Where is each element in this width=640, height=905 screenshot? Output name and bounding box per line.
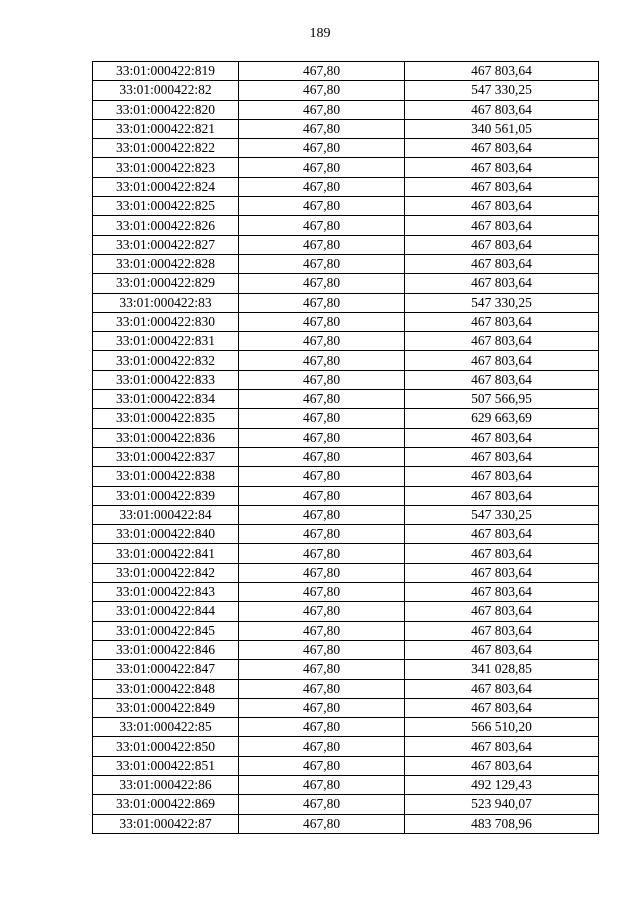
table-row	[93, 332, 599, 351]
area-cell: 467,80	[239, 139, 405, 158]
value-cell: 467 803,64	[405, 254, 599, 273]
area-cell: 467,80	[239, 505, 405, 524]
cadastral-number-cell: 33:01:000422:821	[93, 119, 239, 138]
area-cell: 467,80	[239, 737, 405, 756]
value-cell: 467 803,64	[405, 332, 599, 351]
value-cell: 340 561,05	[405, 119, 599, 138]
table-row	[93, 428, 599, 447]
cadastral-number-cell: 33:01:000422:830	[93, 312, 239, 331]
cadastral-number-cell: 33:01:000422:828	[93, 254, 239, 273]
cadastral-number-cell: 33:01:000422:85	[93, 718, 239, 737]
cadastral-number-cell: 33:01:000422:820	[93, 100, 239, 119]
cadastral-number-cell: 33:01:000422:837	[93, 447, 239, 466]
table-row	[93, 505, 599, 524]
table-row	[93, 390, 599, 409]
table-row	[93, 351, 599, 370]
value-cell: 467 803,64	[405, 235, 599, 254]
value-cell: 547 330,25	[405, 293, 599, 312]
value-cell: 467 803,64	[405, 62, 599, 81]
value-cell: 467 803,64	[405, 177, 599, 196]
value-cell: 483 708,96	[405, 814, 599, 833]
table-row	[93, 447, 599, 466]
table-row	[93, 216, 599, 235]
table-row	[93, 177, 599, 196]
cadastral-number-cell: 33:01:000422:86	[93, 775, 239, 794]
table-row	[93, 293, 599, 312]
cadastral-number-cell: 33:01:000422:829	[93, 274, 239, 293]
cadastral-number-cell: 33:01:000422:823	[93, 158, 239, 177]
area-cell: 467,80	[239, 197, 405, 216]
area-cell: 467,80	[239, 679, 405, 698]
area-cell: 467,80	[239, 718, 405, 737]
value-cell: 467 803,64	[405, 756, 599, 775]
area-cell: 467,80	[239, 351, 405, 370]
cadastral-table	[92, 61, 599, 834]
table-row	[93, 81, 599, 100]
area-cell: 467,80	[239, 312, 405, 331]
cadastral-number-cell: 33:01:000422:844	[93, 602, 239, 621]
area-cell: 467,80	[239, 62, 405, 81]
cadastral-number-cell: 33:01:000422:869	[93, 795, 239, 814]
table-row	[93, 467, 599, 486]
area-cell: 467,80	[239, 216, 405, 235]
area-cell: 467,80	[239, 583, 405, 602]
value-cell: 467 803,64	[405, 544, 599, 563]
value-cell: 467 803,64	[405, 216, 599, 235]
table-row	[93, 254, 599, 273]
cadastral-number-cell: 33:01:000422:850	[93, 737, 239, 756]
area-cell: 467,80	[239, 621, 405, 640]
cadastral-number-cell: 33:01:000422:848	[93, 679, 239, 698]
value-cell: 467 803,64	[405, 312, 599, 331]
area-cell: 467,80	[239, 81, 405, 100]
area-cell: 467,80	[239, 447, 405, 466]
area-cell: 467,80	[239, 525, 405, 544]
table-row	[93, 62, 599, 81]
area-cell: 467,80	[239, 390, 405, 409]
value-cell: 467 803,64	[405, 139, 599, 158]
value-cell: 467 803,64	[405, 563, 599, 582]
value-cell: 492 129,43	[405, 775, 599, 794]
cadastral-number-cell: 33:01:000422:824	[93, 177, 239, 196]
value-cell: 467 803,64	[405, 583, 599, 602]
table-body	[93, 62, 599, 834]
area-cell: 467,80	[239, 698, 405, 717]
table-row	[93, 737, 599, 756]
cadastral-number-cell: 33:01:000422:827	[93, 235, 239, 254]
cadastral-number-cell: 33:01:000422:832	[93, 351, 239, 370]
value-cell: 467 803,64	[405, 679, 599, 698]
area-cell: 467,80	[239, 100, 405, 119]
value-cell: 523 940,07	[405, 795, 599, 814]
value-cell: 467 803,64	[405, 351, 599, 370]
table-row	[93, 640, 599, 659]
table-row	[93, 370, 599, 389]
cadastral-number-cell: 33:01:000422:819	[93, 62, 239, 81]
value-cell: 467 803,64	[405, 428, 599, 447]
cadastral-number-cell: 33:01:000422:841	[93, 544, 239, 563]
cadastral-number-cell: 33:01:000422:849	[93, 698, 239, 717]
value-cell: 467 803,64	[405, 100, 599, 119]
area-cell: 467,80	[239, 563, 405, 582]
table-row	[93, 795, 599, 814]
table-row	[93, 544, 599, 563]
area-cell: 467,80	[239, 235, 405, 254]
value-cell: 467 803,64	[405, 486, 599, 505]
table-row	[93, 621, 599, 640]
table-row	[93, 525, 599, 544]
area-cell: 467,80	[239, 177, 405, 196]
area-cell: 467,80	[239, 274, 405, 293]
area-cell: 467,80	[239, 254, 405, 273]
cadastral-number-cell: 33:01:000422:834	[93, 390, 239, 409]
value-cell: 467 803,64	[405, 197, 599, 216]
value-cell: 629 663,69	[405, 409, 599, 428]
cadastral-number-cell: 33:01:000422:831	[93, 332, 239, 351]
cadastral-number-cell: 33:01:000422:839	[93, 486, 239, 505]
cadastral-number-cell: 33:01:000422:84	[93, 505, 239, 524]
table-row	[93, 718, 599, 737]
table-row	[93, 274, 599, 293]
area-cell: 467,80	[239, 795, 405, 814]
table-row	[93, 312, 599, 331]
value-cell: 467 803,64	[405, 274, 599, 293]
cadastral-number-cell: 33:01:000422:82	[93, 81, 239, 100]
page-number: 189	[309, 26, 331, 41]
cadastral-number-cell: 33:01:000422:83	[93, 293, 239, 312]
value-cell: 507 566,95	[405, 390, 599, 409]
value-cell: 467 803,64	[405, 737, 599, 756]
area-cell: 467,80	[239, 158, 405, 177]
table-row	[93, 197, 599, 216]
cadastral-number-cell: 33:01:000422:846	[93, 640, 239, 659]
table-row	[93, 756, 599, 775]
table-row	[93, 583, 599, 602]
table-row	[93, 814, 599, 833]
area-cell: 467,80	[239, 544, 405, 563]
cadastral-number-cell: 33:01:000422:840	[93, 525, 239, 544]
area-cell: 467,80	[239, 756, 405, 775]
cadastral-number-cell: 33:01:000422:845	[93, 621, 239, 640]
cadastral-number-cell: 33:01:000422:825	[93, 197, 239, 216]
area-cell: 467,80	[239, 119, 405, 138]
table-row	[93, 100, 599, 119]
cadastral-number-cell: 33:01:000422:842	[93, 563, 239, 582]
value-cell: 467 803,64	[405, 525, 599, 544]
area-cell: 467,80	[239, 467, 405, 486]
cadastral-number-cell: 33:01:000422:847	[93, 660, 239, 679]
value-cell: 467 803,64	[405, 467, 599, 486]
value-cell: 467 803,64	[405, 621, 599, 640]
area-cell: 467,80	[239, 640, 405, 659]
value-cell: 566 510,20	[405, 718, 599, 737]
cadastral-number-cell: 33:01:000422:843	[93, 583, 239, 602]
value-cell: 467 803,64	[405, 370, 599, 389]
table-row	[93, 602, 599, 621]
area-cell: 467,80	[239, 660, 405, 679]
value-cell: 467 803,64	[405, 640, 599, 659]
table-row	[93, 139, 599, 158]
table-row	[93, 660, 599, 679]
value-cell: 467 803,64	[405, 447, 599, 466]
cadastral-number-cell: 33:01:000422:838	[93, 467, 239, 486]
table-row	[93, 679, 599, 698]
table-row	[93, 698, 599, 717]
value-cell: 547 330,25	[405, 505, 599, 524]
table-row	[93, 486, 599, 505]
area-cell: 467,80	[239, 486, 405, 505]
value-cell: 467 803,64	[405, 158, 599, 177]
cadastral-number-cell: 33:01:000422:826	[93, 216, 239, 235]
cadastral-number-cell: 33:01:000422:836	[93, 428, 239, 447]
area-cell: 467,80	[239, 293, 405, 312]
table-row	[93, 235, 599, 254]
cadastral-number-cell: 33:01:000422:87	[93, 814, 239, 833]
table-row	[93, 119, 599, 138]
cadastral-number-cell: 33:01:000422:835	[93, 409, 239, 428]
area-cell: 467,80	[239, 409, 405, 428]
area-cell: 467,80	[239, 370, 405, 389]
value-cell: 467 803,64	[405, 602, 599, 621]
cadastral-number-cell: 33:01:000422:833	[93, 370, 239, 389]
table-row	[93, 563, 599, 582]
table-row	[93, 158, 599, 177]
area-cell: 467,80	[239, 332, 405, 351]
table-row	[93, 409, 599, 428]
area-cell: 467,80	[239, 602, 405, 621]
cadastral-number-cell: 33:01:000422:822	[93, 139, 239, 158]
value-cell: 341 028,85	[405, 660, 599, 679]
value-cell: 547 330,25	[405, 81, 599, 100]
cadastral-number-cell: 33:01:000422:851	[93, 756, 239, 775]
area-cell: 467,80	[239, 428, 405, 447]
area-cell: 467,80	[239, 814, 405, 833]
value-cell: 467 803,64	[405, 698, 599, 717]
table-row	[93, 775, 599, 794]
area-cell: 467,80	[239, 775, 405, 794]
